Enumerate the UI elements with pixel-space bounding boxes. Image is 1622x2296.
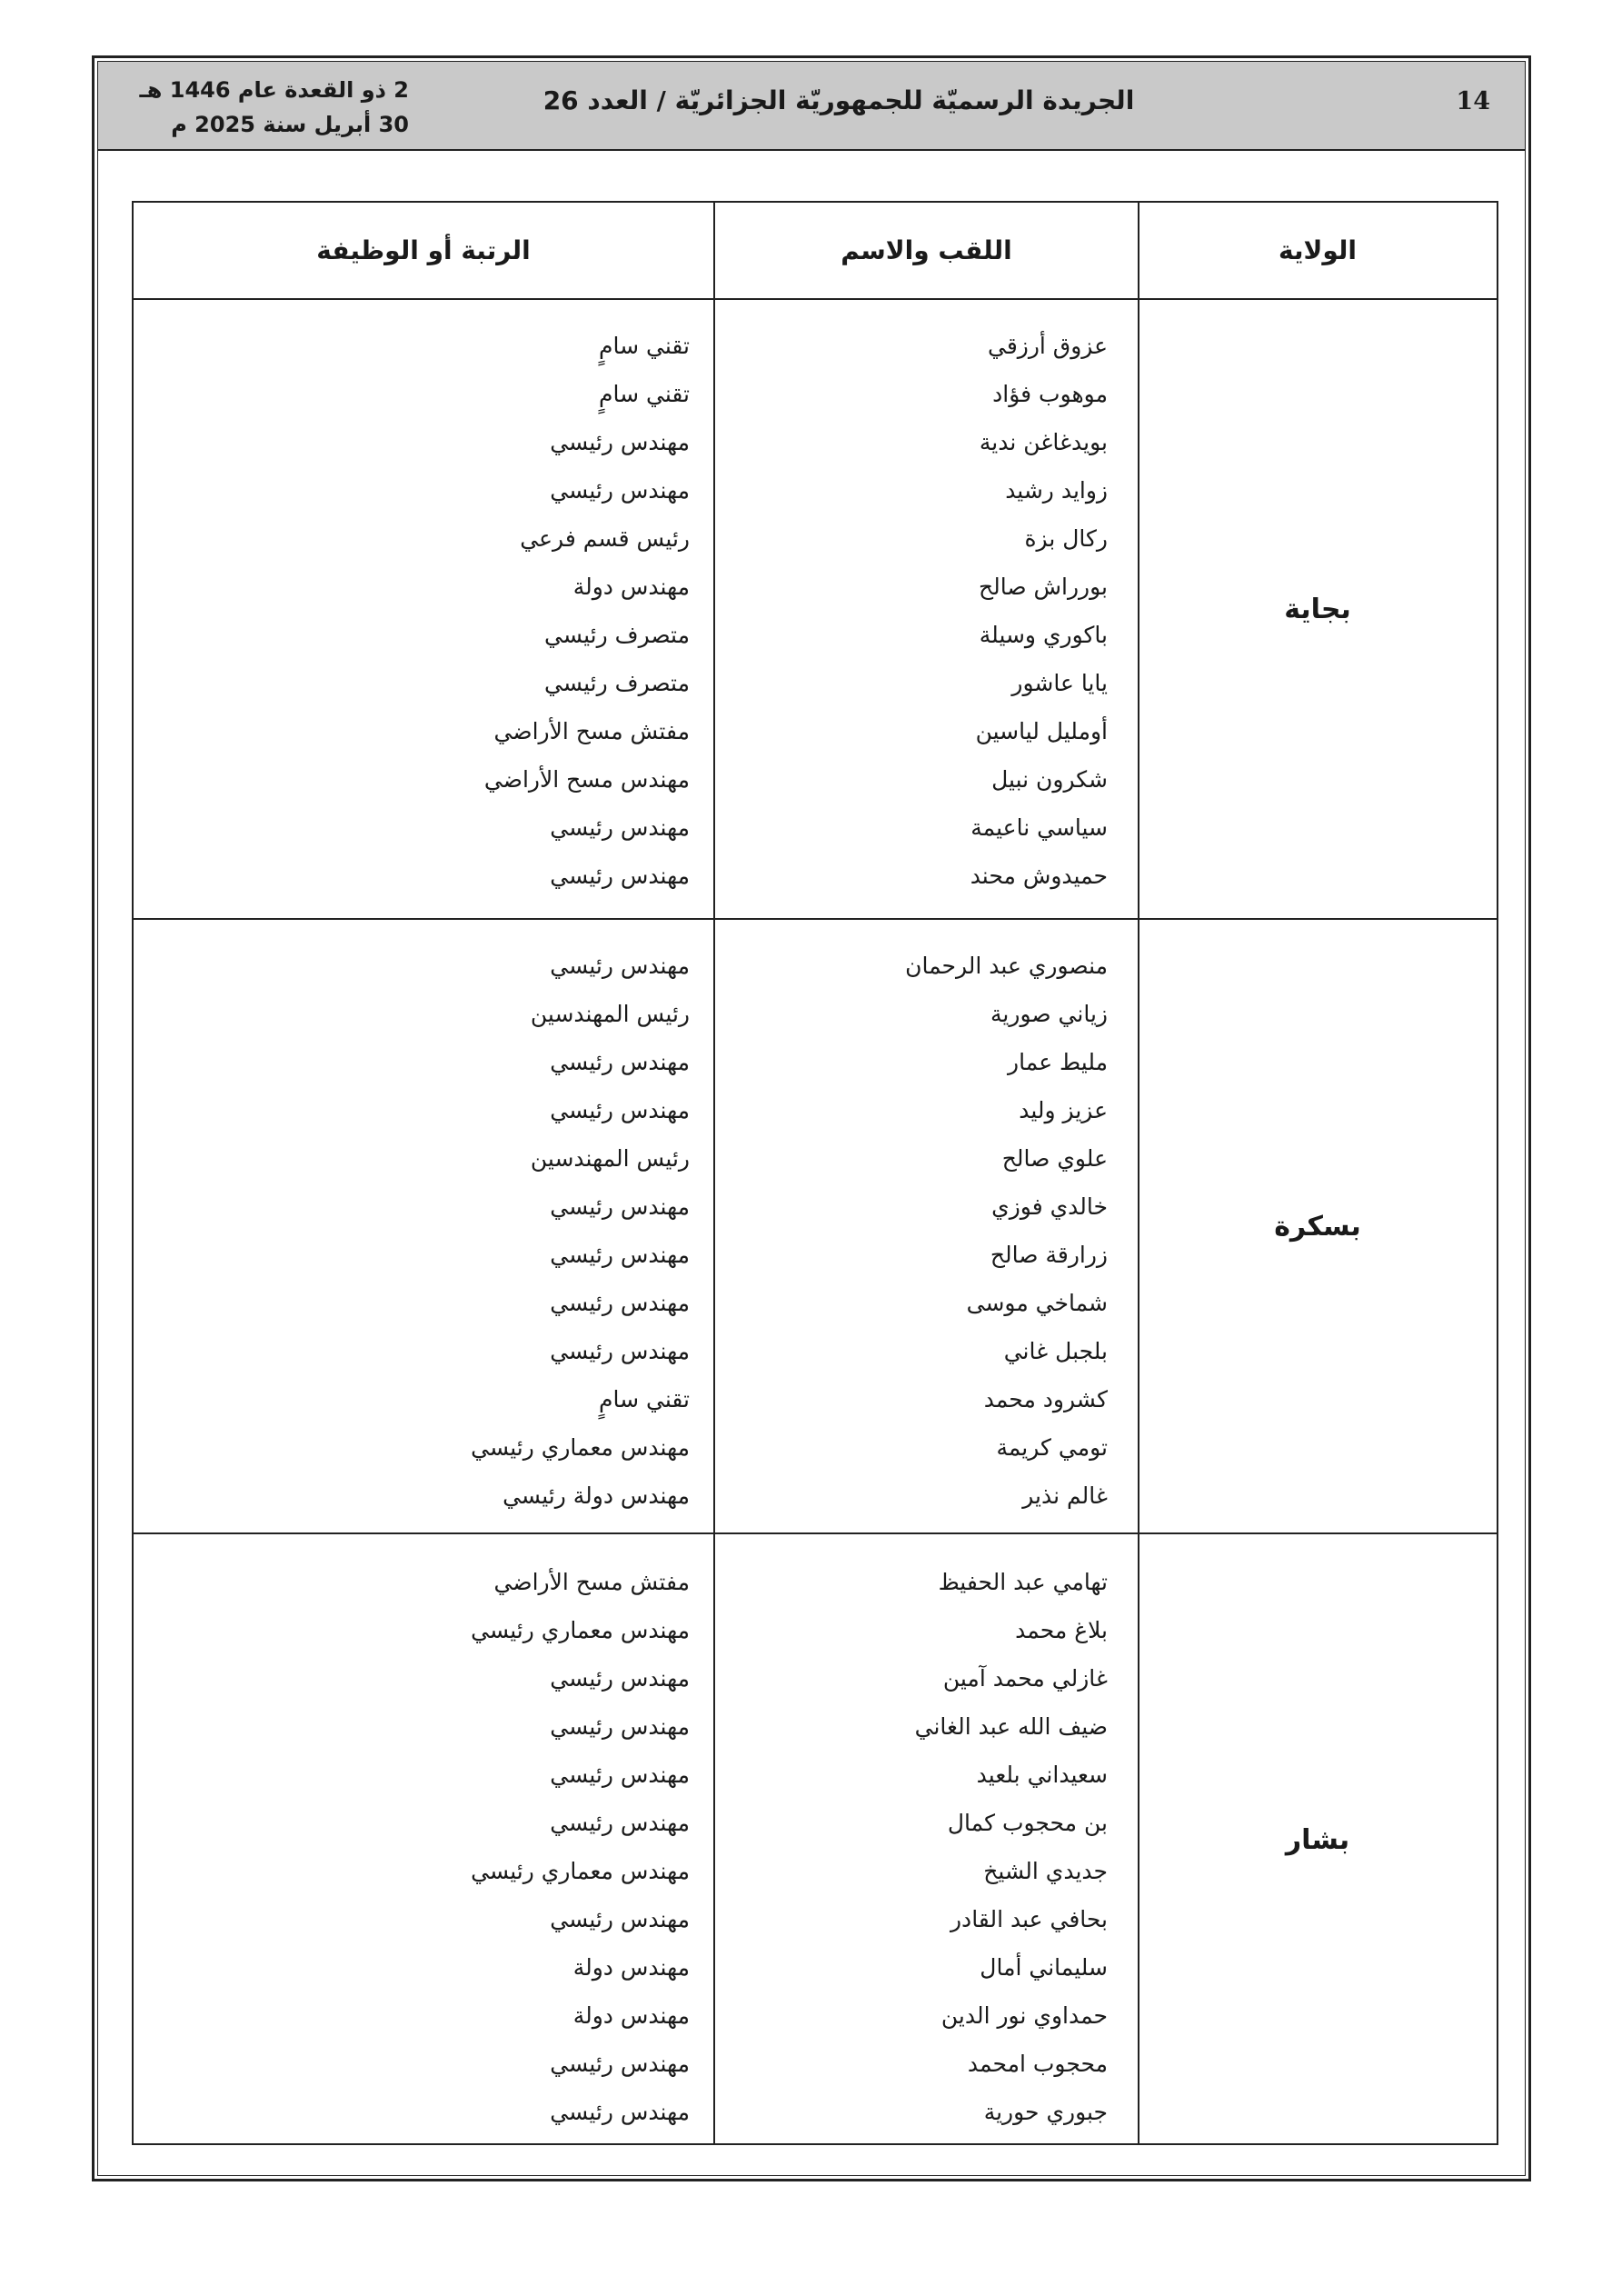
column-header-name: اللقب والاسم [841, 235, 1012, 265]
person-name: بويدغاغن ندية [979, 429, 1108, 455]
person-rank: مهندس رئيسي [550, 1338, 690, 1364]
person-rank: مهندس رئيسي [550, 814, 690, 841]
page-header [98, 62, 1525, 151]
person-name: تومي كريمة [996, 1434, 1108, 1461]
person-name: خالدي فوزي [991, 1193, 1108, 1220]
person-rank: مهندس رئيسي [550, 1193, 690, 1220]
person-name: كشرود محمد [983, 1386, 1108, 1413]
person-rank: مهندس رئيسي [550, 863, 690, 889]
person-name: غازلي محمد آمين [942, 1665, 1108, 1692]
person-rank: مهندس معماري رئيسي [471, 1617, 690, 1643]
person-name: حميدوش محند [970, 863, 1108, 889]
person-rank: مهندس رئيسي [550, 1810, 690, 1836]
person-name: بن محجوب كمال [947, 1810, 1108, 1836]
appointments-table [132, 201, 1498, 2145]
person-name: غالم نذير [1022, 1482, 1108, 1509]
names-column [715, 1558, 1108, 2136]
person-rank: مفتش مسح الأراضي [493, 718, 690, 744]
person-rank: مهندس دولة [572, 574, 690, 600]
person-rank: متصرف رئيسي [544, 622, 690, 648]
person-name: بلاغ محمد [1015, 1617, 1108, 1643]
person-name: مليط عمار [1008, 1049, 1108, 1075]
person-name: جديدي الشيخ [983, 1858, 1108, 1884]
ranks-column [134, 1558, 690, 2136]
person-name: عزيز وليد [1019, 1097, 1108, 1123]
person-name: سليماني أمال [980, 1954, 1108, 1981]
ranks-column [134, 942, 690, 1520]
person-name: باكوري وسيلة [979, 622, 1108, 648]
person-rank: مهندس رئيسي [550, 429, 690, 455]
person-name: يايا عاشور [1011, 670, 1108, 696]
wilaya-name: بشار [1285, 1823, 1350, 1856]
person-rank: رئيس قسم فرعي [520, 525, 690, 552]
person-rank: مهندس رئيسي [550, 1242, 690, 1268]
person-name: تهامي عبد الحفيظ [938, 1569, 1108, 1595]
person-rank: مهندس مسح الأراضي [483, 766, 690, 793]
person-rank: مهندس دولة [572, 1954, 690, 1981]
person-rank: مهندس معماري رئيسي [471, 1858, 690, 1884]
person-name: ضيف الله عبد الغاني [914, 1713, 1108, 1740]
person-rank: مهندس رئيسي [550, 2099, 690, 2125]
person-rank: مهندس رئيسي [550, 1049, 690, 1075]
names-column [715, 942, 1108, 1520]
issue-date [109, 73, 409, 142]
person-rank: تقني سامٍ [599, 333, 690, 359]
person-name: بلجبل غاني [1003, 1338, 1108, 1364]
person-rank: مهندس رئيسي [550, 2051, 690, 2077]
person-rank: تقني سامٍ [599, 381, 690, 407]
person-name: بورراش صالح [978, 574, 1108, 600]
person-rank: مهندس رئيسي [550, 1713, 690, 1740]
person-rank: مهندس رئيسي [550, 1097, 690, 1123]
person-name: عزوق أرزقي [987, 333, 1108, 359]
person-name: محجوب امحمد [967, 2051, 1108, 2077]
date-gregorian: 30 أبريل سنة 2025 م [171, 112, 409, 137]
person-name: زرارقة صالح [990, 1242, 1108, 1268]
person-name: حمداوي نور الدين [940, 2002, 1108, 2029]
person-rank: مهندس رئيسي [550, 1290, 690, 1316]
names-column [715, 322, 1108, 900]
person-name: أومليل لياسين [975, 718, 1108, 744]
person-rank: متصرف رئيسي [544, 670, 690, 696]
person-rank: رئيس المهندسين [530, 1145, 690, 1172]
person-name: ركال بزة [1024, 525, 1108, 552]
date-hijri: 2 ذو القعدة عام 1446 هـ [139, 77, 409, 103]
person-rank: مهندس دولة رئيسي [503, 1482, 690, 1509]
page-number: 14 [1456, 87, 1490, 115]
person-rank: مهندس رئيسي [550, 1665, 690, 1692]
person-rank: مهندس دولة [572, 2002, 690, 2029]
person-rank: مهندس رئيسي [550, 953, 690, 979]
person-name: زياني صورية [990, 1001, 1108, 1027]
column-header-wilaya: الولاية [1279, 235, 1358, 265]
person-name: علوي صالح [1001, 1145, 1108, 1172]
person-rank: مفتش مسح الأراضي [493, 1569, 690, 1595]
person-name: جبوري حورية [983, 2099, 1108, 2125]
person-rank: مهندس رئيسي [550, 477, 690, 504]
gazette-title: الجريدة الرسميّة للجمهوريّة الجزائريّة / العدد 26 [542, 85, 1135, 115]
person-rank: مهندس رئيسي [550, 1906, 690, 1932]
person-name: شماخي موسى [966, 1290, 1108, 1316]
person-name: سياسي ناعيمة [970, 814, 1108, 841]
person-name: زوايد رشيد [1005, 477, 1108, 504]
person-rank: رئيس المهندسين [530, 1001, 690, 1027]
person-rank: مهندس رئيسي [550, 1762, 690, 1788]
ranks-column [134, 322, 690, 900]
column-header-rank: الرتبة أو الوظيفة [316, 235, 531, 265]
person-rank: مهندس معماري رئيسي [471, 1434, 690, 1461]
person-name: بحافي عبد القادر [950, 1906, 1108, 1932]
person-name: منصوري عبد الرحمان [905, 953, 1108, 979]
person-rank: تقني سامٍ [599, 1386, 690, 1413]
person-name: موهوب فؤاد [992, 381, 1108, 407]
wilaya-name: بجاية [1284, 593, 1351, 625]
person-name: سعيداني بلعيد [976, 1762, 1108, 1788]
person-name: شكرون نبيل [991, 766, 1108, 793]
wilaya-name: بسكرة [1274, 1210, 1361, 1243]
